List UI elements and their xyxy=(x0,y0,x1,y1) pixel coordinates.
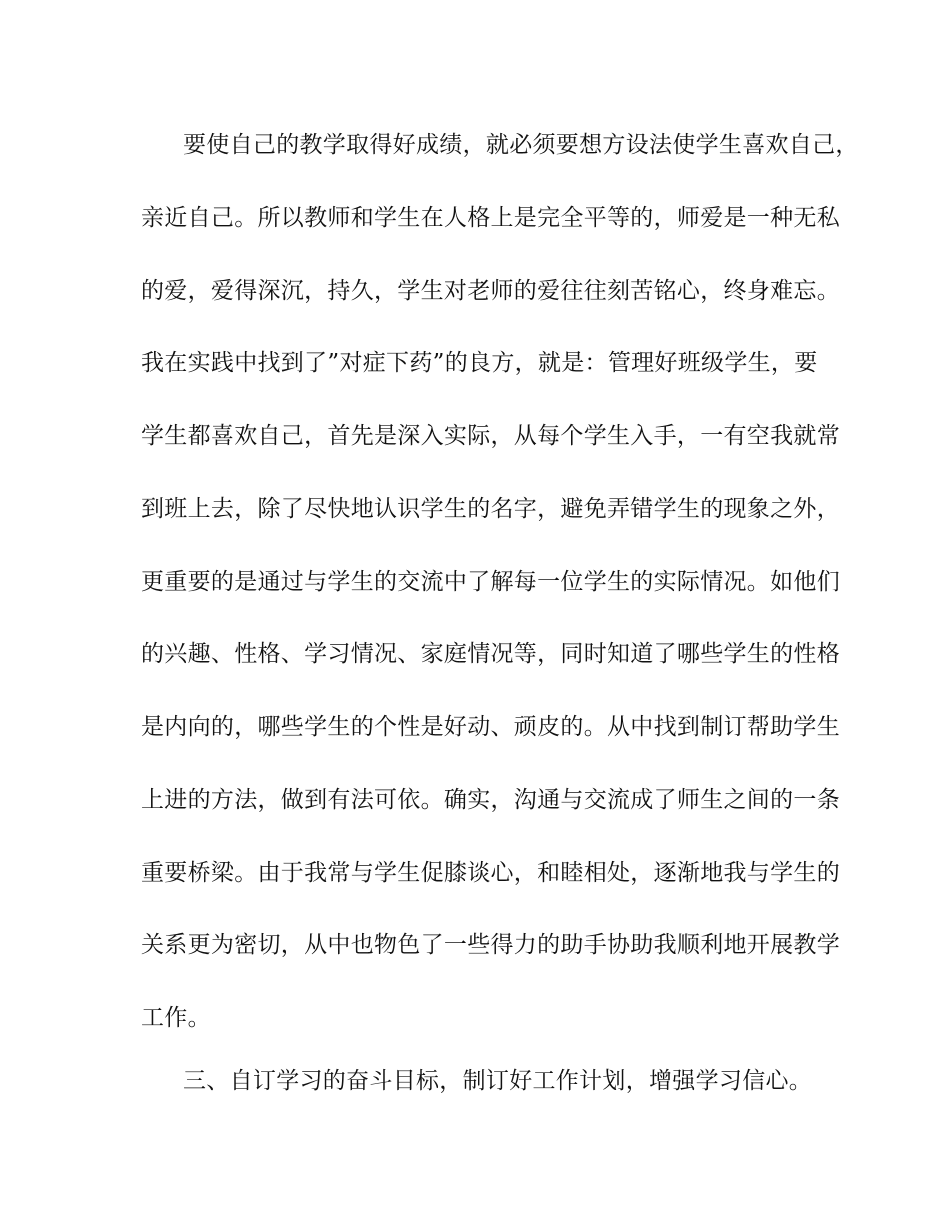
paragraph-line: 的爱，爱得深沉，持久，学生对老师的爱往往刻苦铭心，终身难忘。 xyxy=(141,278,840,304)
paragraph-line: 重要桥梁。由于我常与学生促膝谈心，和睦相处，逐渐地我与学生的 xyxy=(141,860,840,886)
paragraph-line: 的兴趣、性格、学习情况、家庭情况等，同时知道了哪些学生的性格 xyxy=(141,641,840,667)
section-heading: 三、自订学习的奋斗目标，制订好工作计划，增强学习信心。 xyxy=(183,1068,813,1094)
paragraph-line: 要使自己的教学取得好成绩，就必须要想方设法使学生喜欢自己， xyxy=(183,132,859,158)
paragraph-line: 更重要的是通过与学生的交流中了解每一位学生的实际情况。如他们 xyxy=(141,569,840,595)
paragraph-line: 学生都喜欢自己，首先是深入实际，从每个学生入手，一有空我就常 xyxy=(141,423,840,449)
paragraph-line: 上进的方法，做到有法可依。确实，沟通与交流成了师生之间的一条 xyxy=(141,787,840,813)
paragraph-line: 到班上去，除了尽快地认识学生的名字，避免弄错学生的现象之外， xyxy=(141,496,840,522)
paragraph-line: 工作。 xyxy=(141,1005,211,1031)
paragraph-line: 是内向的，哪些学生的个性是好动、顽皮的。从中找到制订帮助学生 xyxy=(141,714,840,740)
paragraph-line: 亲近自己。所以教师和学生在人格上是完全平等的，师爱是一种无私 xyxy=(141,205,840,231)
paragraph-line: 关系更为密切，从中也物色了一些得力的助手协助我顺利地开展教学 xyxy=(141,932,840,958)
paragraph-line: 我在实践中找到了”对症下药”的良方，就是：管理好班级学生，要 xyxy=(141,350,818,376)
